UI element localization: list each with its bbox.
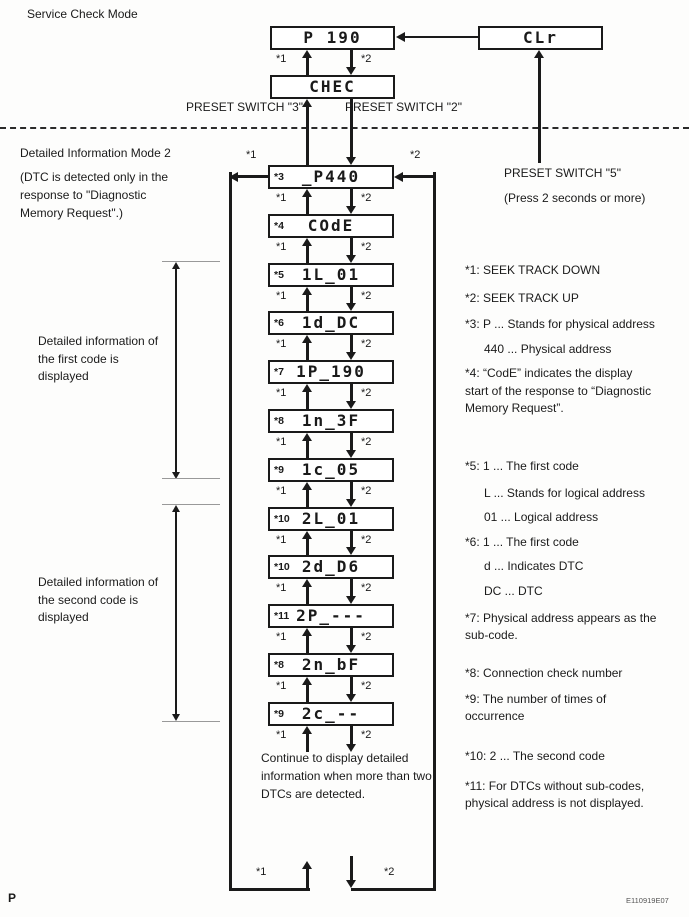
segment-display: 1c_05 — [301, 460, 361, 479]
up-arrow-line — [306, 585, 309, 604]
preset5-arrow-line — [538, 56, 541, 163]
mode2-note-line1: (DTC is detected only in the — [20, 170, 169, 184]
seek-down-label: *1 — [276, 53, 287, 65]
continue-note-line3: DTCs are detected. — [261, 787, 366, 801]
annotation-line: Memory Request”. — [465, 401, 564, 415]
annotation-line: *3: P ... Stands for physical address — [465, 317, 655, 331]
seek-up-label: *2 — [361, 534, 372, 546]
down-arrowhead-icon — [346, 206, 356, 214]
up-arrow-line — [306, 683, 309, 702]
seek-down-label: *1 — [276, 582, 287, 594]
display-box-1l01 — [268, 263, 394, 287]
segment-display: CLr — [523, 28, 558, 47]
mode2-note-line2: response to "Diagnostic — [20, 188, 147, 202]
footnote-ref: *9 — [274, 464, 284, 476]
second-code-caption-line1: Detailed information of — [38, 575, 159, 589]
seek-down-label: *1 — [276, 436, 287, 448]
flow-arrow-pair — [252, 628, 410, 653]
footnote-ref: *4 — [274, 220, 284, 232]
annotation-line: *1: SEEK TRACK DOWN — [465, 263, 601, 277]
range-tick-line — [162, 261, 220, 262]
display-box-1n3f — [268, 409, 394, 433]
down-arrowhead-icon — [346, 547, 356, 555]
seek-down-label: *1 — [276, 338, 287, 350]
segment-display: 1P_190 — [296, 362, 366, 381]
up-arrow-line — [306, 56, 309, 75]
figure-code: E110919E07 — [626, 896, 669, 905]
flow-arrow-pair — [252, 384, 410, 409]
first-code-caption-line2: the first code is — [38, 352, 119, 366]
annotation-line: *11: For DTCs without sub-codes, — [465, 779, 645, 793]
up-arrow-line — [306, 244, 309, 263]
page-marker: P — [8, 891, 17, 905]
mode2-note-line3: Memory Request".) — [20, 206, 123, 220]
segment-display: 2P_--- — [296, 606, 366, 625]
flow-arrow-pair — [252, 335, 410, 360]
seek-up-label: *2 — [361, 631, 372, 643]
seek-up-label: *2 — [361, 729, 372, 741]
range-tick-line — [162, 721, 220, 722]
display-box-1c05 — [268, 458, 394, 482]
clr-to-p190-arrow-line — [404, 36, 478, 38]
flow-arrow-pair — [252, 287, 410, 311]
bottom-up-stub-line — [306, 867, 309, 888]
segment-display: _P440 — [301, 167, 361, 186]
up-arrow-line — [306, 293, 309, 311]
down-arrowhead-icon — [346, 645, 356, 653]
flow-arrow-pair — [252, 531, 410, 555]
flow-arrow-pair — [252, 579, 410, 604]
annotation-line: sub-code. — [465, 628, 518, 642]
annotation-line: d ... Indicates DTC — [484, 559, 584, 573]
down-arrowhead-icon — [346, 450, 356, 458]
seek-up-label: *2 — [361, 387, 372, 399]
seek-up-label: *2 — [361, 192, 372, 204]
preset-switch-3-label: PRESET SWITCH "3" — [186, 100, 303, 114]
down-arrowhead-icon — [346, 67, 356, 75]
seek-down-label: *1 — [246, 149, 257, 161]
footnote-ref: *8 — [274, 415, 284, 427]
display-box-p440 — [268, 165, 394, 189]
footnote-ref: *6 — [274, 317, 284, 329]
footnote-ref: *3 — [274, 171, 284, 183]
down-arrowhead-icon — [346, 401, 356, 409]
seek-up-label: *2 — [410, 149, 421, 161]
annotation-line: *4: “CodE” indicates the display — [465, 366, 633, 380]
up-arrow-line — [306, 488, 309, 507]
display-box-2p-dashes — [268, 604, 394, 628]
footnote-ref: *10 — [274, 513, 290, 525]
left-arrowhead-icon — [394, 172, 403, 182]
seek-down-label: *1 — [276, 729, 287, 741]
second-code-caption-line2: the second code is — [38, 593, 139, 607]
section-title-mode2: Detailed Information Mode 2 — [20, 146, 171, 160]
range-tick-line — [162, 478, 220, 479]
up-arrow-line — [306, 390, 309, 409]
annotation-line: *6: 1 ... The first code — [465, 535, 579, 549]
range-tick-line — [162, 504, 220, 505]
display-box-1ddc — [268, 311, 394, 335]
annotation-line: *5: 1 ... The first code — [465, 459, 579, 473]
bottom-loop-line-right — [351, 888, 436, 891]
section-title-service-check-mode: Service Check Mode — [27, 7, 138, 21]
seek-down-label: *1 — [276, 631, 287, 643]
display-box-2c-dashes — [268, 702, 394, 726]
annotation-line: *10: 2 ... The second code — [465, 749, 605, 763]
annotation-line: 440 ... Physical address — [484, 342, 612, 356]
flow-arrow-pair — [252, 677, 410, 702]
annotation-line: *9: The number of times of — [465, 692, 607, 706]
segment-display: 1n_3F — [301, 411, 361, 430]
segment-display: 2d_D6 — [301, 557, 361, 576]
down-arrowhead-icon — [346, 255, 356, 263]
down-arrowhead-icon — [346, 694, 356, 702]
flow-arrow-pair — [252, 238, 410, 263]
annotation-line: *8: Connection check number — [465, 666, 623, 680]
seek-down-label: *1 — [276, 290, 287, 302]
seek-down-label: *1 — [276, 387, 287, 399]
footnote-ref: *7 — [274, 366, 284, 378]
up-arrow-line — [306, 537, 309, 555]
seek-up-label: *2 — [361, 338, 372, 350]
down-arrowhead-icon — [346, 157, 356, 165]
p440-exit-left-line — [238, 175, 268, 178]
seek-up-label: *2 — [361, 290, 372, 302]
segment-display: P 190 — [303, 28, 362, 47]
segment-display: 2L_01 — [301, 509, 361, 528]
preset-switch-5-label: PRESET SWITCH "5" — [504, 166, 621, 180]
preset-switch-2-label: PRESET SWITCH "2" — [345, 100, 462, 114]
bottom-loop-line-left — [229, 888, 310, 891]
display-box-2l01 — [268, 507, 394, 531]
p440-enter-right-line — [403, 175, 434, 178]
seek-down-label: *1 — [276, 192, 287, 204]
up-arrow-line — [306, 732, 309, 752]
seek-down-label: *1 — [276, 241, 287, 253]
seek-down-label: *1 — [276, 485, 287, 497]
up-arrow-line — [306, 105, 309, 165]
annotation-line: start of the response to “Diagnostic — [465, 384, 652, 398]
continue-note-line1: Continue to display detailed — [261, 751, 409, 765]
up-arrow-line — [306, 341, 309, 360]
annotation-line: occurrence — [465, 709, 525, 723]
segment-display: COdE — [307, 216, 355, 235]
annotation-line: *7: Physical address appears as the — [465, 611, 657, 625]
footnote-ref: *11 — [274, 610, 290, 622]
display-box-chec — [270, 75, 395, 99]
first-code-caption-line3: displayed — [38, 369, 89, 383]
display-box-clr — [478, 26, 603, 50]
flow-arrow-pair — [252, 433, 410, 458]
up-arrow-line — [306, 634, 309, 653]
down-arrowhead-icon — [346, 499, 356, 507]
segment-display: 2c_-- — [301, 704, 361, 723]
down-arrowhead-icon — [346, 352, 356, 360]
display-box-2nbf — [268, 653, 394, 677]
annotation-line: DC ... DTC — [484, 584, 543, 598]
annotation-line: physical address is not displayed. — [465, 796, 644, 810]
footnote-ref: *5 — [274, 269, 284, 281]
seek-up-label: *2 — [361, 582, 372, 594]
up-arrow-line — [306, 195, 309, 214]
footnote-ref: *9 — [274, 708, 284, 720]
down-arrowhead-icon — [346, 596, 356, 604]
range-arrow-first-code — [175, 268, 177, 473]
seek-up-label: *2 — [361, 241, 372, 253]
bottom-down-stub-line — [350, 856, 353, 880]
footnote-ref: *8 — [274, 659, 284, 671]
flow-arrow-pair — [252, 50, 410, 75]
display-box-p190 — [270, 26, 395, 50]
annotation-line: 01 ... Logical address — [484, 510, 599, 524]
seek-down-label: *1 — [276, 534, 287, 546]
segment-display: CHEC — [309, 77, 356, 96]
second-code-caption-line3: displayed — [38, 610, 89, 624]
first-code-caption-line1: Detailed information of — [38, 334, 159, 348]
seek-up-label: *2 — [361, 53, 372, 65]
right-loop-line — [433, 172, 436, 891]
seek-up-label: *2 — [384, 866, 395, 878]
range-arrow-second-code — [175, 511, 177, 715]
seek-up-label: *2 — [361, 485, 372, 497]
seek-down-label: *1 — [256, 866, 267, 878]
segment-display: 1d_DC — [301, 313, 361, 332]
display-box-code — [268, 214, 394, 238]
seek-up-label: *2 — [361, 680, 372, 692]
seek-up-label: *2 — [361, 436, 372, 448]
display-box-1p190 — [268, 360, 394, 384]
left-loop-line — [229, 172, 232, 891]
annotation-line: L ... Stands for logical address — [484, 486, 645, 500]
down-arrowhead-icon — [346, 303, 356, 311]
annotation-line: *2: SEEK TRACK UP — [465, 291, 579, 305]
segment-display: 1L_01 — [301, 265, 361, 284]
down-arrowhead-icon — [172, 714, 180, 721]
seek-down-label: *1 — [276, 680, 287, 692]
display-box-2dd6 — [268, 555, 394, 579]
down-arrow-line — [350, 726, 353, 746]
up-arrow-line — [306, 439, 309, 458]
preset5-note: (Press 2 seconds or more) — [504, 191, 646, 205]
footnote-ref: *10 — [274, 561, 290, 573]
segment-display: 2n_bF — [301, 655, 361, 674]
flow-arrow-pair — [252, 726, 410, 752]
continue-note-line2: information when more than two — [261, 769, 432, 783]
down-arrowhead-icon — [346, 880, 356, 888]
flow-arrow-pair — [252, 482, 410, 507]
flow-arrow-pair — [252, 189, 410, 214]
